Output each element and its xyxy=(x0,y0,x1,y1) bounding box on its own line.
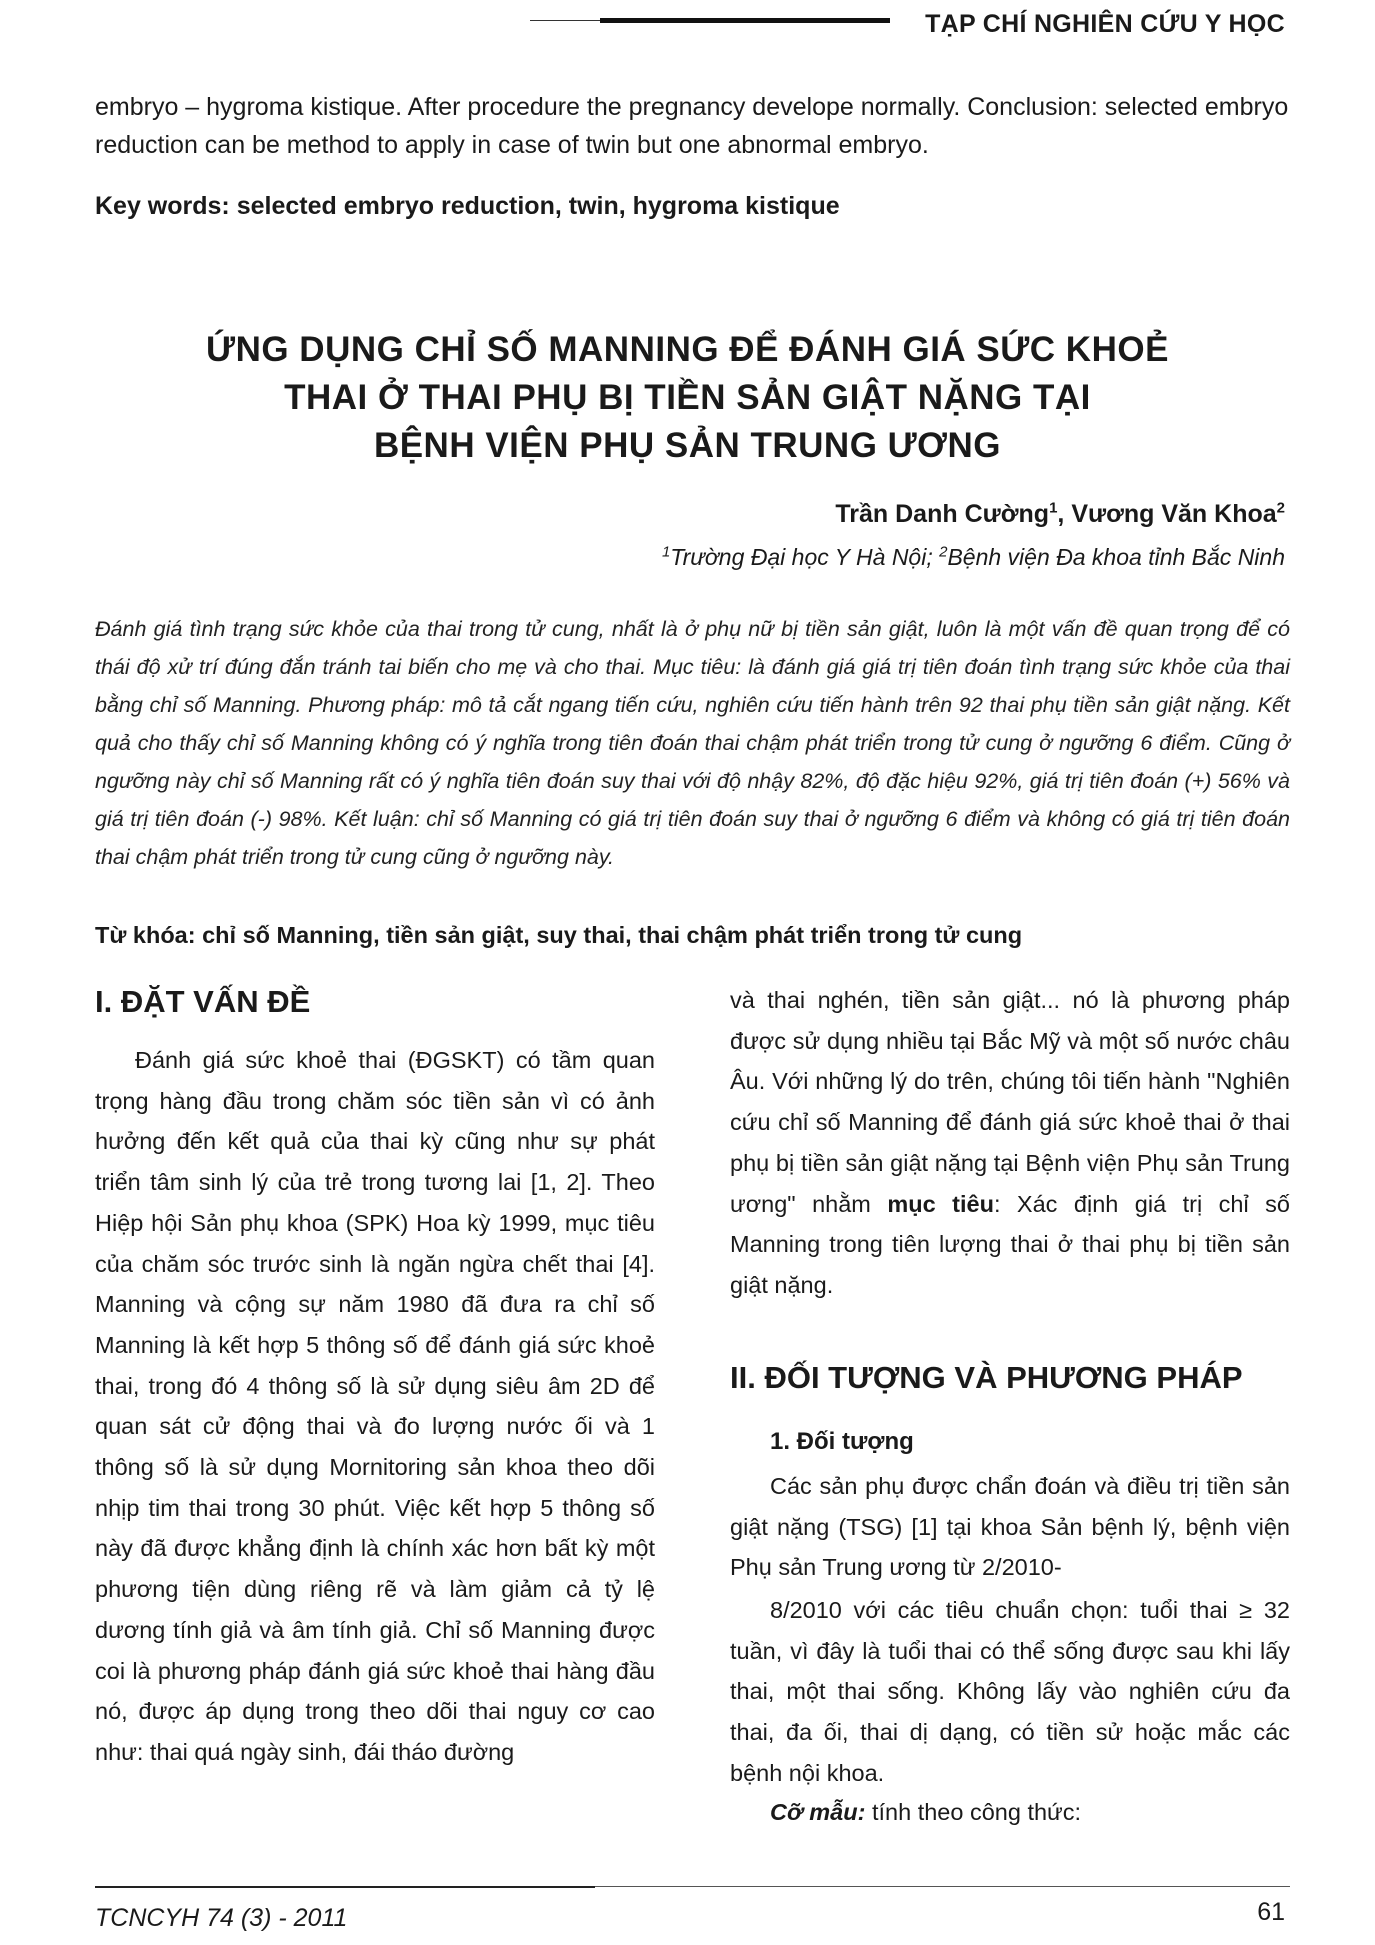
footer-rule-thick xyxy=(95,1886,595,1888)
section-1-paragraph: Đánh giá sức khoẻ thai (ĐGSKT) có tầm quan trọng hàng đầu trong chăm sóc tiền sản vì có ảnh hưởng đến kết quả của thai kỳ cũng như sự phát triển tâm sinh lý của trẻ trong tương lai [1, 2]. Theo Hiệp hội Sản phụ khoa (SPK) Hoa kỳ 1999, mục tiêu của chăm sóc trước sinh là ngăn ngừa chết thai [4]. Manning và cộng sự năm 1980 đã đưa ra chỉ số Manning là kết hợp 5 thông số để đánh giá sức khoẻ thai, trong đó 4 thông số là sử dụng siêu âm 2D để quan sát cử động thai và đo lượng nước ối và 1 thông số là sử dụng Mornitoring sản khoa theo dõi nhịp tim thai trong 30 phút. Việc kết hợp 5 thông số này đã được khẳng định là chính xác hơn bất kỳ một phương tiện dùng riêng rẽ và làm giảm cả tỷ lệ dương tính giả và âm tính giả. Chỉ số Manning được coi là phương pháp đánh giá sức khoẻ thai hàng đầu nó, được áp dụng trong theo dõi thai nguy cơ cao như: thai quá ngày sinh, đái tháo đường xyxy=(95,1047,655,1765)
author-1: Trần Danh Cường xyxy=(835,500,1050,528)
right-column xyxy=(730,980,1290,1306)
author-2: Vương Văn Khoa xyxy=(1071,500,1277,528)
subsection-1-heading: 1. Đối tượng xyxy=(770,1428,914,1455)
affiliations xyxy=(662,544,1285,571)
author-separator: , xyxy=(1057,500,1072,528)
journal-title: TẠP CHÍ NGHIÊN CỨU Y HỌC xyxy=(925,10,1285,38)
affil-1-mark: 1 xyxy=(661,543,671,561)
sample-size-label: Cỡ mẫu: xyxy=(770,1799,866,1825)
sample-size-line xyxy=(730,1792,1290,1833)
title-line-1: ỨNG DỤNG CHỈ SỐ MANNING ĐỂ ĐÁNH GIÁ SỨC KHOẺ xyxy=(206,330,1169,369)
section-1-heading: I. ĐẶT VẤN ĐỀ xyxy=(95,984,311,1019)
subjects-paragraph-2-block xyxy=(730,1590,1290,1794)
sample-size-text: tính theo công thức: xyxy=(865,1799,1082,1825)
header-rule-thin xyxy=(530,20,600,21)
previous-article-keywords: Key words: selected embryo reduction, twin, hygroma kistique xyxy=(95,192,840,220)
title-line-2: THAI Ở THAI PHỤ BỊ TIỀN SẢN GIẬT NẶNG TẠI xyxy=(284,378,1091,417)
abstract: Đánh giá tình trạng sức khỏe của thai trong tử cung, nhất là ở phụ nữ bị tiền sản giật, luôn là một vấn đề quan trọng để có thái độ xử trí đúng đắn tránh tai biến cho mẹ và cho thai. Mục tiêu: là đánh giá giá trị tiên đoán tình trạng sức khỏe của thai bằng chỉ số Manning. Phương pháp: mô tả cắt ngang tiến cứu, nghiên cứu tiến hành trên 92 thai phụ tiền sản giật nặng. Kết quả cho thấy chỉ số Manning không có ý nghĩa trong tiên đoán thai chậm phát triển trong tử cung ở ngưỡng 6 điểm. Cũng ở ngưỡng này chỉ số Manning rất có ý nghĩa tiên đoán suy thai với độ nhậy 82%, độ đặc hiệu 92%, giá trị tiên đoán (+) 56% và giá trị tiên đoán (-) 98%. Kết luận: chỉ số Manning có giá trị tiên đoán suy thai ở ngưỡng 6 điểm và không có giá trị tiên đoán thai chậm phát triển trong tử cung cũng ở ngưỡng này. xyxy=(95,617,1290,869)
paragraph-text-post: : Xác định giá trị chỉ số Manning trong tiên lượng thai ở thai phụ bị tiền sản giật nặng. xyxy=(730,1190,1290,1298)
previous-article-abstract-end: embryo – hygroma kistique. After procedure the pregnancy develope normally. Conclusion: selected embryo reduction can be method to apply in case of twin but one abnormal embryo. xyxy=(95,93,1289,159)
footer-rule-thin xyxy=(595,1886,1290,1887)
objective-label: mục tiêu xyxy=(887,1190,994,1217)
paragraph-text-pre: và thai nghén, tiền sản giật... nó là phương pháp được sử dụng nhiều tại Bắc Mỹ và một số nước châu Âu. Với những lý do trên, chúng tôi tiến hành "Nghiên cứu chỉ số Manning để đánh giá sức khoẻ thai ở thai phụ bị tiền sản giật nặng tại Bệnh viện Phụ sản Trung ương" nhằm xyxy=(730,987,1290,1217)
authors xyxy=(835,500,1285,529)
subjects-paragraph-1-block xyxy=(730,1466,1290,1588)
subjects-paragraph-2-text: 8/2010 với các tiêu chuẩn chọn: tuổi thai ≥ 32 tuần, vì đây là tuổi thai có thể sống được sau khi lấy thai, một thai sống. Không lấy vào nghiên cứu đa thai, đa ối, thai dị dạng, có tiền sử hoặc mắc các bệnh nội khoa. xyxy=(730,1597,1290,1786)
section-2-heading: II. ĐỐI TƯỢNG VÀ PHƯƠNG PHÁP xyxy=(730,1360,1243,1395)
keywords: Từ khóa: chỉ số Manning, tiền sản giật, suy thai, thai chậm phát triển trong tử cung xyxy=(95,922,1023,948)
subjects-paragraph-1: Các sản phụ được chẩn đoán và điều trị tiền sản giật nặng (TSG) [1] tại khoa Sản bệnh lý, bệnh viện Phụ sản Trung ương từ 2/2010- xyxy=(730,1473,1290,1581)
subjects-paragraph-2 xyxy=(730,1590,1290,1794)
article-title xyxy=(100,326,1275,470)
left-column xyxy=(95,1040,655,1773)
sample-size-paragraph xyxy=(730,1792,1290,1833)
header-rule-thick xyxy=(600,18,890,23)
author-2-affil-mark: 2 xyxy=(1276,499,1285,517)
affil-1: Trường Đại học Y Hà Nội; xyxy=(670,544,940,570)
title-line-3: BỆNH VIỆN PHỤ SẢN TRUNG ƯƠNG xyxy=(373,426,1002,465)
affil-2-mark: 2 xyxy=(939,543,948,561)
section-1-paragraph-continued xyxy=(730,980,1290,1306)
page-number: 61 xyxy=(1257,1898,1285,1926)
footer-citation: TCNCYH 74 (3) - 2011 xyxy=(95,1904,348,1932)
affil-2: Bệnh viện Đa khoa tỉnh Bắc Ninh xyxy=(947,544,1285,570)
author-1-affil-mark: 1 xyxy=(1049,499,1058,517)
